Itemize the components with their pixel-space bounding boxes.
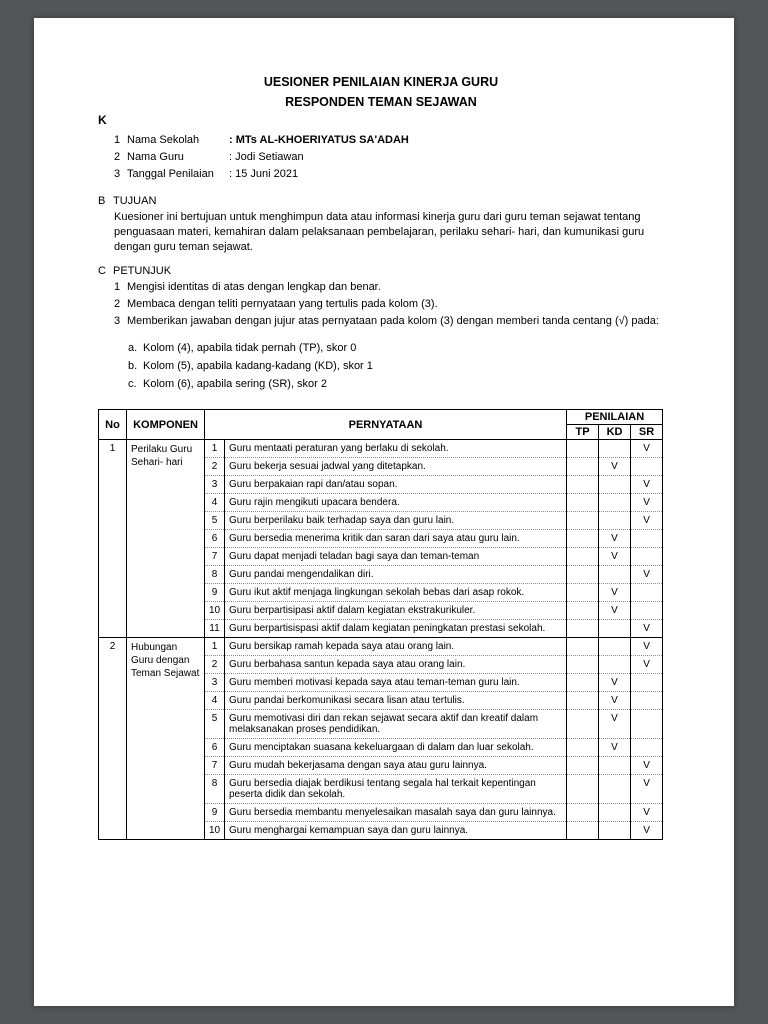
statement-number: 6 [205, 530, 225, 548]
statement-text: Guru pandai berkomunikasi secara lisan atau tertulis. [225, 692, 567, 710]
checkmark-kd: V [599, 458, 631, 476]
identity-value: : Jodi Setiawan [229, 151, 304, 163]
statement-number: 5 [205, 512, 225, 530]
statement-text: Guru dapat menjadi teladan bagi saya dan teman-teman [225, 548, 567, 566]
statement-number: 10 [205, 822, 225, 840]
section-b-letter: B [98, 195, 106, 207]
identity-value: : 15 Juni 2021 [229, 168, 299, 180]
statement-number: 7 [205, 757, 225, 775]
check-cell-sr [631, 458, 663, 476]
check-cell-sr [631, 530, 663, 548]
checkmark-sr: V [631, 440, 663, 458]
check-cell-kd [599, 512, 631, 530]
check-cell-sr [631, 674, 663, 692]
checkmark-sr: V [631, 804, 663, 822]
checkmark-sr: V [631, 638, 663, 656]
header-komponen: KOMPONEN [127, 410, 205, 440]
checkmark-kd: V [599, 602, 631, 620]
section-b-paragraph: Kuesioner ini bertujuan untuk menghimpun data atau informasi kinerja guru dari guru teman sejawat tentang penguasaan materi, kemahiran dalam pelaksanaan pembelajaran, perilaku sehari- hari, dan kumunikasi guru dengan guru teman sejawat. [114, 211, 645, 253]
checkmark-sr: V [631, 566, 663, 584]
identity-number: 1 [114, 134, 121, 146]
subitem-text: Kolom (5), apabila kadang-kadang (KD), skor 1 [143, 360, 373, 372]
assessment-table-header [99, 410, 663, 440]
header-penilaian: PENILAIAN [567, 410, 663, 425]
section-k-letter: K [98, 113, 107, 127]
petunjuk-sublist [128, 340, 664, 393]
check-cell-kd [599, 804, 631, 822]
section-c-title: PETUNJUK [113, 265, 172, 277]
subitem-text: Kolom (4), apabila tidak pernah (TP), skor 0 [143, 342, 357, 354]
checkmark-kd: V [599, 739, 631, 757]
checkmark-sr: V [631, 775, 663, 804]
statement-number: 1 [205, 440, 225, 458]
check-cell-kd [599, 775, 631, 804]
statement-number: 7 [205, 548, 225, 566]
statement-number: 4 [205, 692, 225, 710]
checkmark-kd: V [599, 710, 631, 739]
check-cell-kd [599, 440, 631, 458]
petunjuk-item [114, 296, 664, 313]
statement-text: Guru pandai mengendalikan diri. [225, 566, 567, 584]
identity-label: Nama Guru [127, 151, 184, 163]
check-cell-tp [567, 494, 599, 512]
header-kd: KD [599, 425, 631, 440]
check-cell-tp [567, 656, 599, 674]
statement-text: Guru berpakaian rapi dan/atau sopan. [225, 476, 567, 494]
table-row [99, 638, 663, 656]
checkmark-sr: V [631, 512, 663, 530]
check-cell-tp [567, 620, 599, 638]
check-cell-tp [567, 739, 599, 757]
check-cell-tp [567, 638, 599, 656]
checkmark-sr: V [631, 656, 663, 674]
petunjuk-text: Mengisi identitas di atas dengan lengkap dan benar. [127, 281, 381, 293]
check-cell-kd [599, 822, 631, 840]
statement-number: 1 [205, 638, 225, 656]
header-sr: SR [631, 425, 663, 440]
check-cell-sr [631, 739, 663, 757]
check-cell-kd [599, 566, 631, 584]
check-cell-tp [567, 775, 599, 804]
statement-text: Guru berpartisispasi aktif dalam kegiatan peningkatan prestasi sekolah. [225, 620, 567, 638]
komponen-label: Perilaku Guru Sehari- hari [127, 440, 205, 638]
check-cell-tp [567, 566, 599, 584]
identity-label: Tanggal Penilaian [127, 168, 214, 180]
petunjuk-text: Membaca dengan teliti pernyataan yang tertulis pada kolom (3). [127, 298, 438, 310]
subitem-letter: b. [128, 360, 138, 372]
petunjuk-number: 1 [114, 281, 121, 293]
komponen-group-number: 1 [99, 440, 127, 638]
check-cell-tp [567, 822, 599, 840]
section-b-heading [98, 193, 664, 209]
statement-number: 3 [205, 674, 225, 692]
checkmark-sr: V [631, 757, 663, 775]
komponen-group-number: 2 [99, 638, 127, 840]
statement-text: Guru mentaati peraturan yang berlaku di sekolah. [225, 440, 567, 458]
check-cell-tp [567, 757, 599, 775]
check-cell-kd [599, 476, 631, 494]
statement-text: Guru mudah bekerjasama dengan saya atau guru lainnya. [225, 757, 567, 775]
statement-number: 8 [205, 566, 225, 584]
subitem-letter: c. [128, 378, 137, 390]
document-page [34, 18, 734, 1006]
statement-number: 2 [205, 458, 225, 476]
check-cell-sr [631, 548, 663, 566]
checkmark-sr: V [631, 476, 663, 494]
statement-text: Guru bersedia membantu menyelesaikan masalah saya dan guru lainnya. [225, 804, 567, 822]
checkmark-sr: V [631, 822, 663, 840]
statement-number: 6 [205, 739, 225, 757]
identity-value: : MTs AL-KHOERIYATUS SA'ADAH [229, 134, 409, 146]
petunjuk-text: Memberikan jawaban dengan jujur atas pernyataan pada kolom (3) dengan memberi tanda centang (√) pada: [127, 315, 659, 327]
komponen-label: Hubungan Guru dengan Teman Sejawat [127, 638, 205, 840]
subitem-letter: a. [128, 342, 138, 354]
identity-row [114, 132, 664, 149]
check-cell-kd [599, 638, 631, 656]
check-cell-kd [599, 656, 631, 674]
statement-number: 9 [205, 804, 225, 822]
petunjuk-item [114, 313, 664, 330]
identity-label: Nama Sekolah [127, 134, 200, 146]
check-cell-tp [567, 548, 599, 566]
checkmark-sr: V [631, 494, 663, 512]
check-cell-tp [567, 440, 599, 458]
statement-text: Guru bekerja sesuai jadwal yang ditetapkan. [225, 458, 567, 476]
header-no: No [99, 410, 127, 440]
identity-list [114, 132, 664, 183]
check-cell-tp [567, 804, 599, 822]
statement-text: Guru menghargai kemampuan saya dan guru lainnya. [225, 822, 567, 840]
identity-number: 2 [114, 151, 121, 163]
statement-number: 11 [205, 620, 225, 638]
check-cell-kd [599, 757, 631, 775]
statement-text: Guru berpartisipasi aktif dalam kegiatan ekstrakurikuler. [225, 602, 567, 620]
check-cell-sr [631, 602, 663, 620]
petunjuk-list [114, 279, 664, 330]
checkmark-kd: V [599, 692, 631, 710]
check-cell-kd [599, 494, 631, 512]
statement-text: Guru bersikap ramah kepada saya atau orang lain. [225, 638, 567, 656]
petunjuk-subitem [128, 340, 664, 357]
assessment-table-body [99, 440, 663, 840]
checkmark-kd: V [599, 584, 631, 602]
statement-number: 4 [205, 494, 225, 512]
statement-number: 10 [205, 602, 225, 620]
section-b-title: TUJUAN [113, 195, 157, 207]
petunjuk-subitem [128, 376, 664, 393]
statement-number: 8 [205, 775, 225, 804]
check-cell-tp [567, 692, 599, 710]
statement-text: Guru bersedia menerima kritik dan saran dari saya atau guru lain. [225, 530, 567, 548]
check-cell-sr [631, 710, 663, 739]
checkmark-sr: V [631, 620, 663, 638]
checkmark-kd: V [599, 530, 631, 548]
check-cell-tp [567, 530, 599, 548]
table-row [99, 440, 663, 458]
petunjuk-subitem [128, 358, 664, 375]
identity-row [114, 149, 664, 166]
check-cell-tp [567, 512, 599, 530]
statement-number: 5 [205, 710, 225, 739]
check-cell-tp [567, 710, 599, 739]
section-c-letter: C [98, 265, 106, 277]
statement-number: 2 [205, 656, 225, 674]
check-cell-tp [567, 476, 599, 494]
statement-number: 3 [205, 476, 225, 494]
checkmark-kd: V [599, 674, 631, 692]
statement-text: Guru menciptakan suasana kekeluargaan di dalam dan luar sekolah. [225, 739, 567, 757]
check-cell-tp [567, 602, 599, 620]
check-cell-tp [567, 458, 599, 476]
check-cell-tp [567, 674, 599, 692]
identity-row [114, 166, 664, 183]
statement-text: Guru bersedia diajak berdikusi tentang segala hal terkait kepentingan peserta didik dan sekolah. [225, 775, 567, 804]
statement-text: Guru berbahasa santun kepada saya atau orang lain. [225, 656, 567, 674]
check-cell-sr [631, 692, 663, 710]
petunjuk-number: 2 [114, 298, 121, 310]
assessment-table [98, 409, 663, 840]
doc-title-line2: RESPONDEN TEMAN SEJAWAN [285, 95, 477, 109]
section-c-heading [98, 263, 664, 279]
check-cell-tp [567, 584, 599, 602]
check-cell-sr [631, 584, 663, 602]
petunjuk-number: 3 [114, 315, 121, 327]
header-pernyataan: PERNYATAAN [205, 410, 567, 440]
petunjuk-item [114, 279, 664, 296]
statement-text: Guru memotivasi diri dan rekan sejawat secara aktif dan kreatif dalam melaksanakan proses pendidikan. [225, 710, 567, 739]
doc-title-line1: UESIONER PENILAIAN KINERJA GURU [263, 75, 499, 89]
identity-number: 3 [114, 168, 121, 180]
statement-number: 9 [205, 584, 225, 602]
statement-text: Guru ikut aktif menjaga lingkungan sekolah bebas dari asap rokok. [225, 584, 567, 602]
statement-text: Guru berperilaku baik terhadap saya dan guru lain. [225, 512, 567, 530]
subitem-text: Kolom (6), apabila sering (SR), skor 2 [143, 378, 328, 390]
checkmark-kd: V [599, 548, 631, 566]
header-tp: TP [567, 425, 599, 440]
statement-text: Guru memberi motivasi kepada saya atau teman-teman guru lain. [225, 674, 567, 692]
statement-text: Guru rajin mengikuti upacara bendera. [225, 494, 567, 512]
check-cell-kd [599, 620, 631, 638]
